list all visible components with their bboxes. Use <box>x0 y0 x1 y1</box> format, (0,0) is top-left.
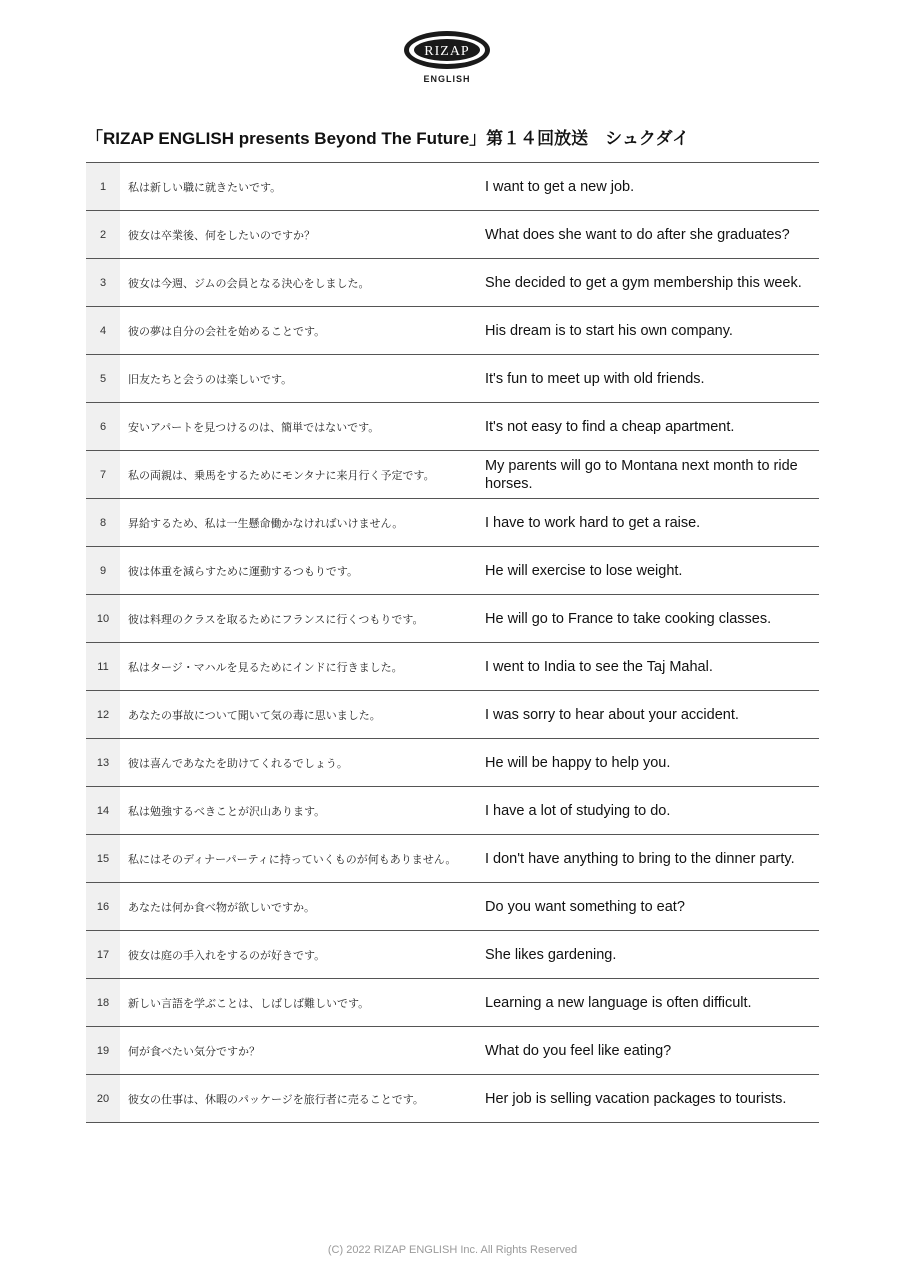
table-row <box>86 739 819 787</box>
table-row <box>86 403 819 451</box>
japanese-sentence: 私は勉強するべきことが沢山あります。 <box>128 804 326 818</box>
english-sentence: What does she want to do after she graduates? <box>485 226 790 243</box>
row-number: 15 <box>86 835 120 882</box>
japanese-sentence: あなたは何か食べ物が欲しいですか。 <box>128 900 315 914</box>
table-row <box>86 307 819 355</box>
page-title: 「RIZAP ENGLISH presents Beyond The Future」第１４回放送 シュクダイ <box>86 129 690 148</box>
copyright-footer: (C) 2022 RIZAP ENGLISH Inc. All Rights Reserved <box>327 1244 578 1256</box>
row-number: 19 <box>86 1027 120 1074</box>
english-sentence: His dream is to start his own company. <box>485 322 733 339</box>
table-row <box>86 595 819 643</box>
japanese-sentence: 旧友たちと会うのは楽しいです。 <box>128 372 293 386</box>
row-number: 4 <box>86 307 120 354</box>
japanese-sentence: 彼は体重を減らすために運動するつもりです。 <box>128 564 359 578</box>
japanese-sentence: 彼は料理のクラスを取るためにフランスに行くつもりです。 <box>128 612 424 626</box>
row-number: 18 <box>86 979 120 1026</box>
row-number: 5 <box>86 355 120 402</box>
logo-text: RIZAP <box>424 44 470 59</box>
english-sentence: I was sorry to hear about your accident. <box>485 706 739 723</box>
english-sentence: She likes gardening. <box>485 946 617 963</box>
table-row <box>86 835 819 883</box>
english-sentence: It's fun to meet up with old friends. <box>485 370 705 387</box>
english-sentence: It's not easy to find a cheap apartment. <box>485 418 735 435</box>
japanese-sentence: 私は新しい職に就きたいです。 <box>128 180 282 194</box>
japanese-sentence: 彼女は庭の手入れをするのが好きです。 <box>128 948 326 962</box>
table-row <box>86 787 819 835</box>
table-row <box>86 1075 819 1123</box>
english-sentence: I don't have anything to bring to the dinner party. <box>485 850 795 867</box>
row-number: 6 <box>86 403 120 450</box>
english-sentence: What do you feel like eating? <box>485 1042 672 1059</box>
japanese-sentence: 何が食べたい気分ですか？ <box>128 1044 260 1058</box>
japanese-sentence: 私はタージ・マハルを見るためにインドに行きました。 <box>128 660 403 674</box>
row-number: 3 <box>86 259 120 306</box>
table-row <box>86 883 819 931</box>
row-number: 13 <box>86 739 120 786</box>
english-sentence: Do you want something to eat? <box>485 898 685 915</box>
japanese-sentence: 新しい言語を学ぶことは、しばしば難しいです。 <box>128 996 370 1010</box>
table-row <box>86 547 819 595</box>
english-sentence: He will be happy to help you. <box>485 754 671 771</box>
table-row <box>86 211 819 259</box>
english-sentence: I have a lot of studying to do. <box>485 802 671 819</box>
english-sentence: Her job is selling vacation packages to tourists. <box>485 1090 787 1107</box>
japanese-sentence: 私にはそのディナーパーティに持っていくものが何もありません。 <box>128 852 457 866</box>
japanese-sentence: 私の両親は、乗馬をするためにモンタナに来月行く予定です。 <box>128 468 435 482</box>
english-sentence: I have to work hard to get a raise. <box>485 514 701 531</box>
row-number: 9 <box>86 547 120 594</box>
table-row <box>86 979 819 1027</box>
english-sentence: My parents will go to Montana next month to ride horses. <box>485 457 798 492</box>
table-row <box>86 355 819 403</box>
japanese-sentence: 彼の夢は自分の会社を始めることです。 <box>128 324 326 338</box>
japanese-sentence: あなたの事故について聞いて気の毒に思いました。 <box>128 708 381 722</box>
row-number: 7 <box>86 451 120 498</box>
table-row <box>86 259 819 307</box>
table-row <box>86 499 819 547</box>
english-sentence: He will go to France to take cooking classes. <box>485 610 772 627</box>
english-sentence: I went to India to see the Taj Mahal. <box>485 658 713 675</box>
japanese-sentence: 彼女は今週、ジムの会員となる決心をしました。 <box>128 276 370 290</box>
table-row <box>86 1027 819 1075</box>
table-row <box>86 451 819 499</box>
japanese-sentence: 彼女は卒業後、何をしたいのですか？ <box>128 228 315 242</box>
row-number: 12 <box>86 691 120 738</box>
row-number: 8 <box>86 499 120 546</box>
english-sentence: He will exercise to lose weight. <box>485 562 683 579</box>
table-row <box>86 163 819 211</box>
english-sentence: She decided to get a gym membership this week. <box>485 274 802 291</box>
japanese-sentence: 彼女の仕事は、休暇のパッケージを旅行者に売ることです。 <box>128 1092 424 1106</box>
rizap-logo-mark <box>402 28 492 72</box>
table-row <box>86 691 819 739</box>
row-number: 10 <box>86 595 120 642</box>
row-number: 17 <box>86 931 120 978</box>
logo <box>400 28 494 90</box>
row-number: 1 <box>86 163 120 210</box>
homework-table <box>86 162 819 1123</box>
japanese-sentence: 彼は喜んであなたを助けてくれるでしょう。 <box>128 756 348 770</box>
row-number: 2 <box>86 211 120 258</box>
row-number: 14 <box>86 787 120 834</box>
row-number: 20 <box>86 1075 120 1122</box>
table-row <box>86 643 819 691</box>
english-sentence: Learning a new language is often difficult. <box>485 994 752 1011</box>
row-number: 16 <box>86 883 120 930</box>
japanese-sentence: 昇給するため、私は一生懸命働かなければいけません。 <box>128 516 404 530</box>
row-number: 11 <box>86 643 120 690</box>
logo-subtext: ENGLISH <box>423 74 471 84</box>
english-sentence: I want to get a new job. <box>485 178 635 195</box>
japanese-sentence: 安いアパートを見つけるのは、簡単ではないです。 <box>128 420 380 434</box>
table-row <box>86 931 819 979</box>
